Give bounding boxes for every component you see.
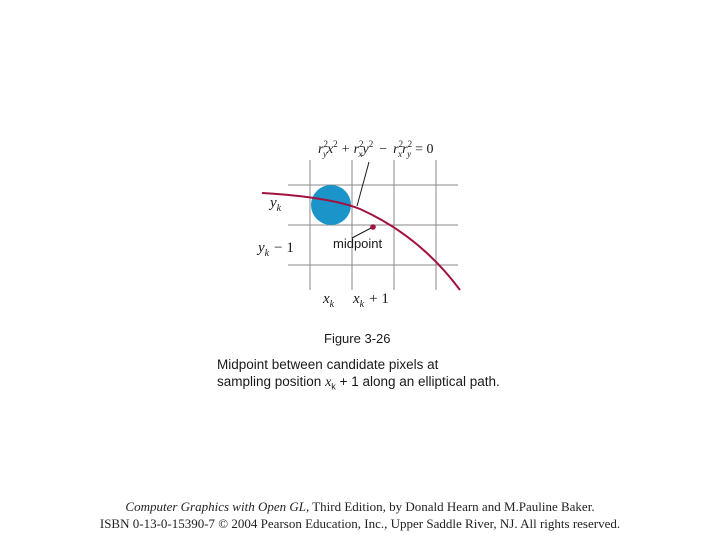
caption-line-2	[217, 373, 537, 396]
caption-line-2-pre: sampling position	[217, 374, 322, 389]
eq-y-sup: 2	[368, 139, 374, 149]
midpoint-label: midpoint	[333, 236, 383, 251]
ellipse-equation	[318, 139, 433, 159]
col-label-xk-plus-1: $x_k + 1$	[353, 291, 389, 310]
eq-rx-sup: 2	[359, 139, 364, 149]
footer-line-1	[0, 498, 720, 515]
eq-rx2-sup: 2	[398, 139, 404, 149]
caption-line-1: Midpoint between candidate pixels at	[217, 357, 439, 372]
eq-ry2-sup: 2	[407, 139, 413, 149]
eq-x: x	[326, 142, 334, 157]
book-title: Computer Graphics with Open GL,	[125, 499, 310, 514]
copyright-footer	[0, 498, 720, 532]
caption-var-x: x	[325, 375, 332, 390]
eq-minus: −	[379, 142, 388, 157]
col-label-xk: $x_k$	[323, 291, 335, 310]
caption-var-sub: k	[331, 381, 336, 392]
eq-ry2-sub: y	[407, 149, 412, 159]
eq-equals-zero: = 0	[415, 142, 434, 157]
eq-ry2: r	[402, 142, 408, 157]
midpoint-dot	[370, 224, 376, 230]
row-label-yk-minus-1: $y_k - 1$	[258, 240, 294, 259]
eq-ry-sup: 2	[323, 139, 328, 149]
eq-ry: r	[318, 142, 324, 157]
caption-line-2-post: + 1 along an elliptical path.	[339, 374, 500, 389]
row-label-yk: $y_k$	[270, 195, 282, 214]
footer-line-2: ISBN 0-13-0-15390-7 © 2004 Pearson Education, Inc., Upper Saddle River, NJ. All rights reserved.	[99, 516, 621, 531]
eq-rx-sub: x	[358, 149, 363, 159]
eq-plus: +	[341, 142, 350, 157]
eq-rx2: r	[393, 142, 399, 157]
eq-x-sup: 2	[333, 139, 338, 149]
eq-rx2-sub: x	[398, 149, 403, 159]
book-authors: Third Edition, by Donald Hearn and M.Pauline Baker.	[309, 499, 595, 514]
eq-ry-sub: y	[322, 149, 327, 159]
eq-rx: r	[353, 142, 360, 157]
eq-y: y	[362, 142, 369, 157]
equation-leader-line	[357, 162, 369, 206]
figure-number: Figure 3-26	[324, 331, 391, 346]
figure-caption	[217, 356, 537, 396]
